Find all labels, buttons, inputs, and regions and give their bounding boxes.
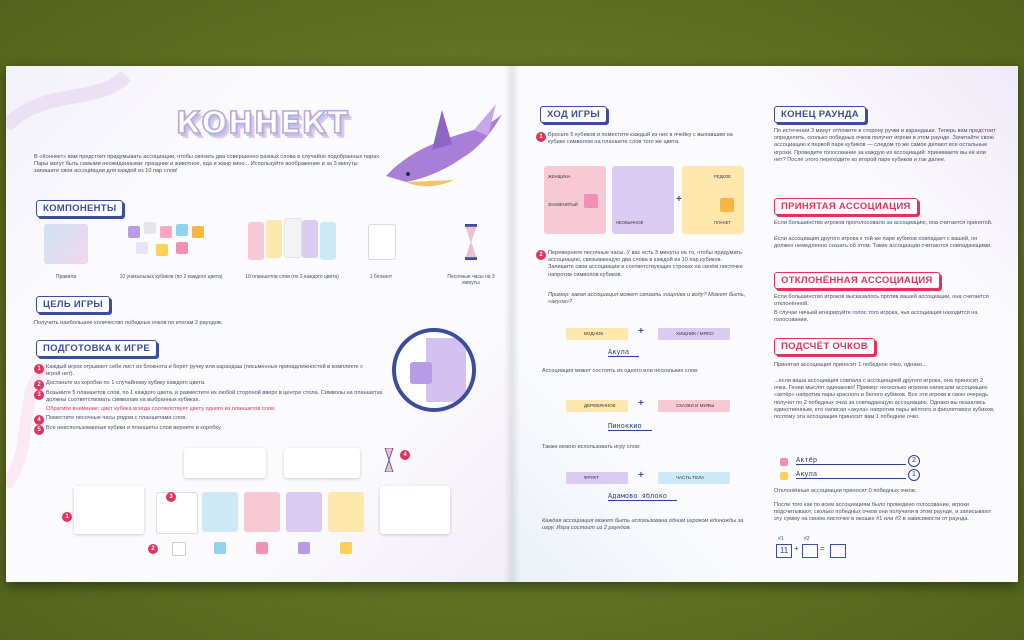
board-plus: +: [676, 194, 682, 205]
die-yellow: [156, 244, 168, 256]
die-pink-2: [176, 242, 188, 254]
round-box-plus: +: [794, 544, 799, 553]
ex2-answer: Пиноккио: [608, 422, 652, 431]
prep-heading: ПОДГОТОВКА К ИГРЕ: [36, 340, 157, 357]
ex1-answer: Акула: [608, 348, 639, 357]
prep-step-4: Поместите песочные часы рядом с планшетами слов.: [46, 415, 187, 421]
turn-heading: ХОД ИГРЫ: [540, 106, 607, 123]
ex3-plus: +: [638, 470, 644, 481]
tile-white: [284, 218, 302, 258]
prep-step-1-number: 1: [34, 364, 44, 374]
prep-step-5-number: 5: [34, 425, 44, 435]
example-question: Пример: какая ассоциация может связать хищника и воду? Может быть, «акула»?: [548, 292, 746, 306]
prep-step-3: Возьмите 5 планшетов слов, по 1 каждого цвета, и разместите их любой стороной вверх в центре стола. Символы на планшетах должны соответствовать символам на выбранных кубиках.: [46, 390, 383, 404]
setup-die-pink: [256, 542, 268, 554]
tile-purple: [302, 220, 318, 258]
prep-step-3-number: 3: [34, 390, 44, 400]
word-tile-yellow: [328, 492, 364, 532]
callout-2: 2: [148, 544, 158, 554]
board-label-3: НЕОБЫЧНОЕ: [616, 220, 644, 225]
component-label-hourglass: Песочные часы на 3 минуты: [447, 274, 495, 286]
tile-blue: [320, 222, 336, 260]
board-tile-yellow: [682, 166, 744, 234]
once-note: Каждая ассоциация может быть использована одним игроком единожды за игру. Игра состоит из 2 раундов.: [542, 518, 744, 532]
die-blue: [176, 224, 188, 236]
round-box-2-label: #2: [804, 536, 810, 542]
board-die-orange: [720, 198, 734, 212]
rules-booklet-image: [44, 224, 88, 264]
round-box-total: [830, 544, 846, 558]
setup-die-white: [172, 542, 186, 556]
components-heading: КОМПОНЕНТЫ: [36, 200, 123, 217]
goal-text: Получить наибольшее количество победных очков по итогам 2 раундов.: [34, 320, 223, 326]
notepad-image: [368, 224, 396, 260]
setup-die-purple: [298, 542, 310, 554]
score-points-1: 2: [908, 455, 920, 467]
ex3-left-strip: ФРУКТ: [566, 472, 628, 484]
setup-die-blue: [214, 542, 226, 554]
turn-step-1: Бросьте 5 кубиков и поместите каждый из них в ячейку с выпавшим на кубике символом на планшете слов того же цвета.: [548, 132, 733, 146]
die-white-2: [136, 242, 148, 254]
player-sheet-1: [184, 448, 266, 478]
accepted-heading: ПРИНЯТАЯ АССОЦИАЦИЯ: [774, 198, 918, 215]
closeup-die: [410, 362, 432, 384]
ex3-right-strip: ЧАСТЬ ТЕЛА: [658, 472, 730, 484]
multi-word-note: Ассоциация может состоять из одного или нескольких слов:: [542, 368, 699, 374]
board-label-5: ПЛАНЕТ: [714, 220, 731, 225]
component-label-dice: 10 уникальных кубиков (по 2 каждого цвета): [119, 274, 223, 280]
score-rule-1: Принятая ассоциация приносит 1 победное очко, однако...: [774, 362, 927, 368]
pun-note: Также можно использовать игру слов:: [542, 444, 641, 450]
tile-pink: [248, 222, 264, 260]
callout-4: 4: [400, 450, 410, 460]
left-page: [6, 66, 512, 582]
board-label-2: ЗНАМЕНИТЫЙ: [548, 202, 578, 207]
board-die-pink: [584, 194, 598, 208]
component-label-tiles: 10 планшетов слов (по 2 каждого цвета): [245, 274, 339, 280]
rulebook-spread: [6, 66, 1018, 582]
accepted-rule-1: Если большинство игроков проголосовало за ассоциацию, она считается принятой.: [774, 220, 993, 226]
turn-step-1-number: 1: [536, 132, 546, 142]
score-answer-2: Акула: [796, 470, 906, 479]
accepted-rule-2: Если ассоциация другого игрока к той же паре кубиков совпадает с вашей, он должен немедленно сказать об этом. Такие ассоциации считаются совпадающими.: [774, 236, 992, 250]
score-die-red: [780, 458, 788, 466]
ex2-left-strip: ДЕРЕВЯННОЕ: [566, 400, 628, 412]
setup-hourglass: [384, 448, 394, 472]
callout-1: 1: [62, 512, 72, 522]
ex1-plus: +: [638, 326, 644, 337]
right-page: [512, 66, 1018, 582]
board-tile-purple: [612, 166, 674, 234]
shark-illustration: [378, 92, 504, 202]
goal-heading: ЦЕЛЬ ИГРЫ: [36, 296, 110, 313]
intro-text: В «Коннект» вам предстоит придумывать ассоциации, чтобы связать два совершенно разных слова в случайно подобранных парах. Пары могут быть самыми неожиданными: праздник и животное, еда и жанр кино... Используйте воображение и за 3 минуты запишите свои ассоциации для каждой из 10 пар слов!: [34, 154, 381, 175]
round-end-text: По истечении 3 минут отложите в сторону ручки и карандаши. Теперь вам предстоит определить, сколько победных очков получат игроки в этом раунде. Зачитайте свою ассоциацию к первой паре кубиков — следом то же самое делают все остальные игроки. Проведите голосование за каждую из ассоциаций: принимаете вы её или нет? После этого переходите ко второй паре кубиков и так далее.: [774, 128, 996, 163]
rejected-rule-2: В случае ничьей игнорируйте голос того игрока, чья ассоциация находится на голосовании.: [774, 310, 978, 324]
ex3-answer: Адамово яблоко: [608, 492, 677, 501]
ex2-plus: +: [638, 398, 644, 409]
rejected-rule-1: Если большинство игроков высказалось против вашей ассоциации, она считается отклонённой.: [774, 294, 989, 308]
player-sheet-3: [74, 486, 144, 534]
prep-step-5: Все неиспользованные кубики и планшеты слов верните в коробку.: [46, 425, 222, 431]
word-tile-pink: [244, 492, 280, 532]
prep-attention-note: Обратите внимание: цвет кубика всегда соответствует цвету одного из планшетов слов.: [46, 406, 276, 412]
ex1-left-strip: ВОДНОЕ: [566, 328, 628, 340]
die-closeup-circle: [392, 328, 476, 412]
scoring-heading: ПОДСЧЁТ ОЧКОВ: [774, 338, 875, 355]
rejected-heading: ОТКЛОНЁННАЯ АССОЦИАЦИЯ: [774, 272, 940, 289]
die-white: [144, 222, 156, 234]
player-sheet-4: [380, 486, 450, 534]
score-rule-4: После того как по всем ассоциациям было проведено голосование, игроки подсчитывают, сколько победных очков они получили в этом раунде, и записывают эту сумму на своём листочке в окошке #1 или #2 в зависимости от раунда.: [774, 502, 992, 523]
prep-step-1: Каждый игрок отрывает себе лист из блокнота и берёт ручку или карандаш (письменных принадлежностей в комплекте с игрой нет).: [46, 364, 364, 378]
board-label-1: ЖЕНЩИНА: [548, 174, 571, 179]
word-tile-purple: [286, 492, 322, 532]
score-points-2: 1: [908, 469, 920, 481]
round-box-2: [802, 544, 818, 558]
turn-step-2: Переверните песочные часы. У вас есть 3 минуты на то, чтобы придумать ассоциацию, связывающую два слова в каждой из 10 пар кубиков. Запишите свои ассоциации в соответствующих строках на своём листочке напротив символов кубиков.: [548, 250, 743, 278]
word-tile-white: [156, 492, 198, 534]
round-box-1: 11: [776, 544, 792, 558]
turn-step-2-number: 2: [536, 250, 546, 260]
hourglass-image: [464, 224, 478, 260]
score-answer-1: Актёр: [796, 456, 906, 465]
ex1-right-strip: ХИЩНИК / МЯСО: [658, 328, 730, 340]
tile-yellow: [266, 220, 282, 258]
score-rule-2: ...если ваша ассоциация совпала с ассоциацией другого игрока, она приносит 2 очка. Гении мыслят одинаково! Пример: несколько игроков написали ассоциацию «актёр» напротив пары красного и белого кубиков. Все эти игроки в свою очередь получат по 2 победных очка за совпадающую ассоциацию. Однако вы оказались единственным, кто написал «акула» напротив пары жёлтого и фиолетового кубиков, поэтому эта ассоциация приносит вам 1 победное очко.: [774, 378, 995, 421]
score-rule-3: Отклонённые ассоциации приносят 0 победных очков.: [774, 488, 917, 494]
closeup-tile: [426, 338, 466, 402]
round-box-equals: =: [820, 544, 825, 553]
round-box-1-label: #1: [778, 536, 784, 542]
die-purple: [128, 226, 140, 238]
prep-step-4-number: 4: [34, 415, 44, 425]
score-die-yellow: [780, 472, 788, 480]
ex2-right-strip: СКАЗКИ И МИФЫ: [658, 400, 730, 412]
prep-step-2-number: 2: [34, 380, 44, 390]
component-label-rules: Правила: [55, 274, 77, 280]
board-label-4: РЕДКОЕ: [714, 174, 731, 179]
spine-fold: [504, 66, 520, 582]
game-logo: КОННЕКТ: [176, 106, 349, 141]
word-tile-blue: [202, 492, 238, 532]
player-sheet-2: [284, 448, 360, 478]
setup-die-yellow: [340, 542, 352, 554]
die-orange: [192, 226, 204, 238]
callout-3: 3: [166, 492, 176, 502]
component-label-notepad: 1 блокнот: [369, 274, 393, 280]
die-pink: [160, 226, 172, 238]
prep-step-2: Достаньте из коробки по 1 случайному кубику каждого цвета.: [46, 380, 206, 386]
round-end-heading: КОНЕЦ РАУНДА: [774, 106, 866, 123]
